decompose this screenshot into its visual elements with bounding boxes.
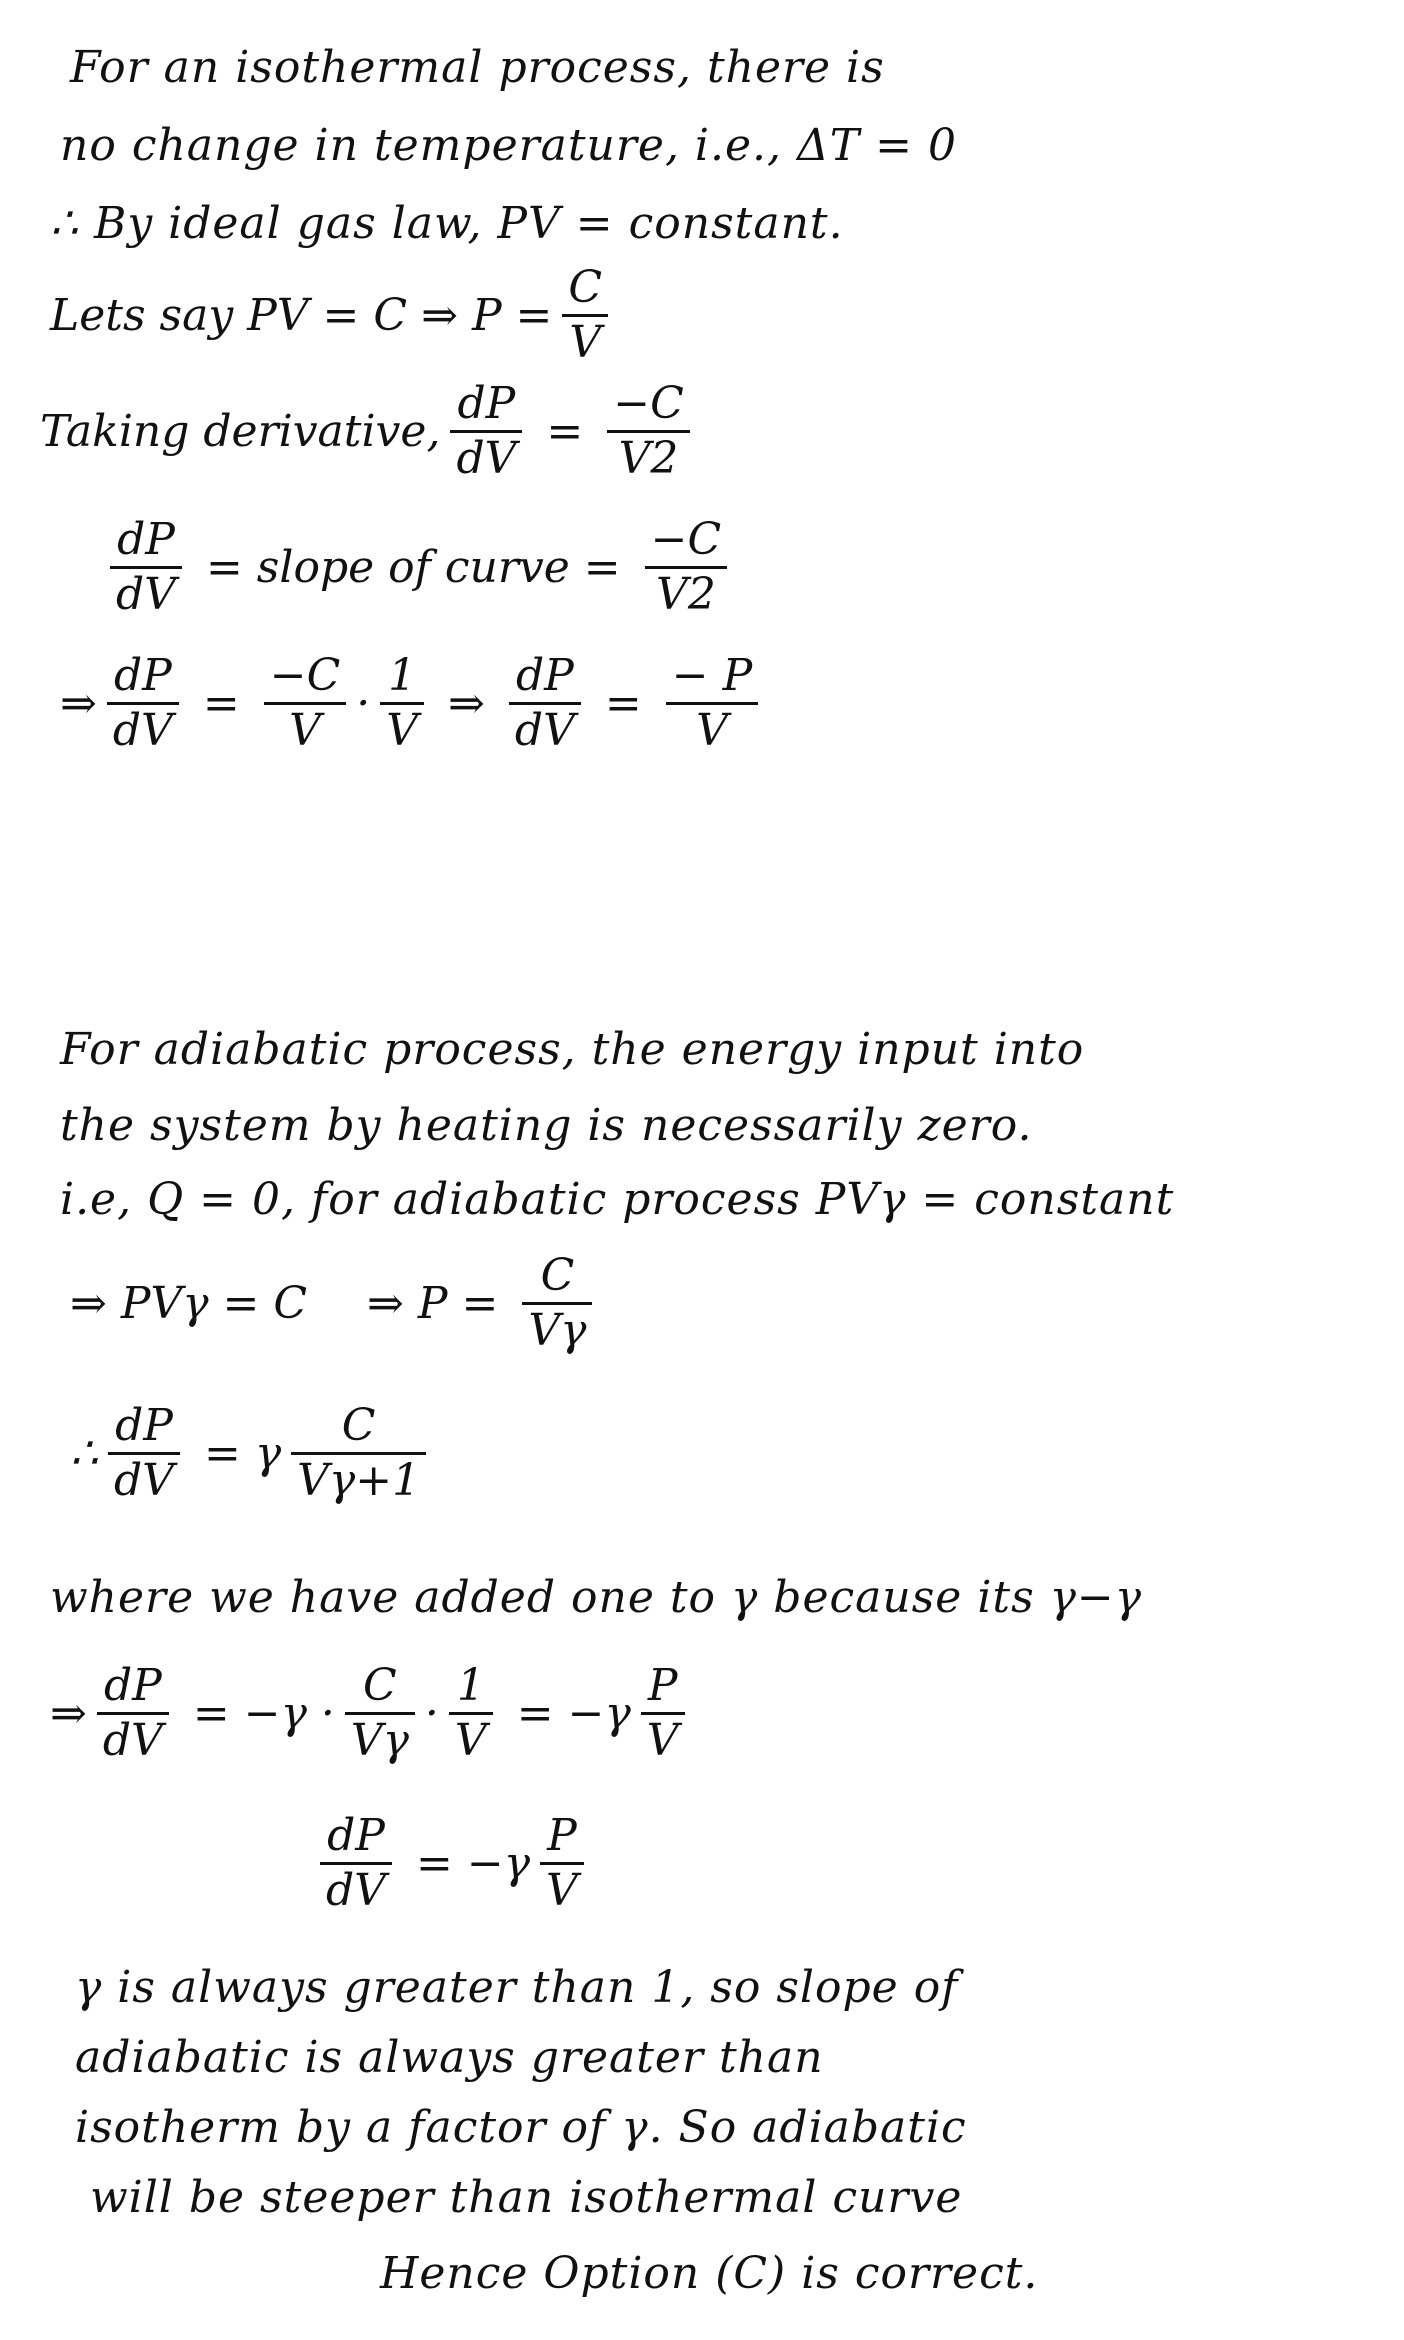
fraction-denominator: dV [456,433,517,484]
conclusion-line-4: will be steeper than isothermal curve [90,2172,963,2223]
fraction-numerator: dP [117,514,175,565]
equals-sign: = [192,1688,230,1739]
p-equals: P = [471,290,553,341]
fraction-denominator: V [569,317,602,368]
fraction-numerator: −C [613,378,684,429]
taking-derivative-text: Taking derivative, [40,406,441,457]
fraction-denominator: Vγ+1 [297,1455,421,1506]
multiply-dot: · [424,1688,439,1739]
fraction-numerator: P [547,1810,577,1861]
c-over-v-gamma-fraction [345,1660,415,1767]
adiabatic-slope-expansion [50,1660,695,1767]
fraction-numerator: dP [113,650,172,701]
fraction-denominator: dV [514,705,575,756]
fraction-denominator: V [696,705,728,756]
implies-symbol: ⇒ [60,678,97,729]
dp-dv-fraction [107,650,179,757]
fraction-denominator: V [386,705,419,756]
fraction-numerator: dP [457,378,516,429]
pv-gamma-equals-c: ⇒ PVγ = C [70,1278,308,1329]
fraction-denominator: V2 [656,569,716,620]
c-over-v-gamma-fraction [522,1250,592,1357]
implies-symbol: ⇒ [421,290,458,341]
implies-symbol: ⇒ [448,678,485,729]
taking-derivative-equation [40,378,700,485]
fraction-numerator: 1 [456,1660,485,1711]
minus-gamma-dot: −γ · [243,1688,335,1739]
lets-say-equation [50,262,618,369]
one-over-v-fraction [449,1660,493,1767]
minus-gamma: −γ [466,1838,530,1889]
minus-p-over-v-fraction [666,650,758,757]
equals-sign: = [415,1838,453,1889]
fraction-numerator: dP [327,1810,385,1861]
conclusion-line-3: isotherm by a factor of γ. So adiabatic [75,2102,967,2153]
isothermal-slope-result [60,650,768,757]
fraction-denominator: V [289,705,321,756]
adiabatic-slope-result [310,1810,594,1917]
c-over-v-fraction [562,262,608,369]
fraction-denominator: dV [102,1715,163,1766]
fraction-numerator: C [363,1660,397,1711]
dp-dv-fraction [108,1400,180,1507]
fraction-denominator: V2 [618,433,679,484]
equals-sign: = [516,1688,554,1739]
fraction-numerator: −C [269,650,341,701]
dp-dv-fraction [320,1810,392,1917]
fraction-denominator: dV [116,569,176,620]
fraction-denominator: V [646,1715,679,1766]
fraction-denominator: V [546,1865,578,1916]
fraction-denominator: V [454,1715,487,1766]
fraction-numerator: dP [103,1660,162,1711]
equals-sign: = [546,406,584,457]
adiabatic-line-2: the system by heating is necessarily zero. [60,1100,1033,1151]
conclusion-line-2: adiabatic is always greater than [75,2032,824,2083]
fraction-denominator: Vγ [528,1305,587,1356]
fraction-numerator: − P [671,650,753,701]
p-over-v-fraction [641,1660,685,1767]
dp-dv-fraction [450,378,522,485]
fraction-numerator: 1 [388,650,417,701]
minus-c-over-v2-fraction [645,514,728,621]
intro-line-3: ∴ By ideal gas law, PV = constant. [50,198,844,249]
dp-dv-fraction [509,650,581,757]
where-added-line: where we have added one to γ because its γ−γ [50,1572,1143,1623]
fraction-numerator: P [647,1660,678,1711]
equals-sign: = [604,678,642,729]
minus-c-over-v-fraction [264,650,347,757]
conclusion-line-1: γ is always greater than 1, so slope of [75,1962,959,2013]
fraction-denominator: Vγ [350,1715,409,1766]
adiabatic-line-3: i.e, Q = 0, for adiabatic process PVγ = constant [60,1174,1175,1225]
intro-line-1: For an isothermal process, there is [70,42,885,93]
implies-symbol: ⇒ [50,1688,87,1739]
fraction-denominator: dV [326,1865,386,1916]
fraction-numerator: C [540,1250,575,1301]
fraction-denominator: dV [114,1455,174,1506]
gamma-symbol: γ [254,1428,282,1479]
minus-gamma: −γ [567,1688,631,1739]
fraction-denominator: dV [112,705,173,756]
adiabatic-derivative-equation [70,1400,436,1507]
p-equals: ⇒ P = [367,1278,499,1329]
c-over-v-gamma-plus-1-fraction [291,1400,426,1507]
fraction-numerator: dP [515,650,574,701]
p-over-v-fraction [540,1810,584,1917]
fraction-numerator: dP [115,1400,173,1451]
equals-sign: = [203,1428,241,1479]
adiabatic-line-1: For adiabatic process, the energy input into [60,1024,1085,1075]
fraction-numerator: −C [650,514,722,565]
one-over-v-fraction [380,650,424,757]
therefore-symbol: ∴ [70,1428,98,1479]
conclusion-line-5: Hence Option (C) is correct. [380,2248,1039,2299]
lets-say-text: Lets say PV = C [50,290,408,341]
fraction-numerator: C [341,1400,376,1451]
adiabatic-pv-equation [70,1250,602,1357]
intro-line-2: no change in temperature, i.e., ΔT = 0 [60,120,957,171]
dp-dv-fraction [97,1660,169,1767]
fraction-numerator: C [568,262,603,313]
multiply-dot: · [356,678,371,729]
dp-dv-fraction [110,514,182,621]
equals-sign: = [202,678,240,729]
slope-of-curve-text: = slope of curve = [205,542,621,593]
slope-equation [100,514,737,621]
minus-c-over-v2-fraction [607,378,690,485]
